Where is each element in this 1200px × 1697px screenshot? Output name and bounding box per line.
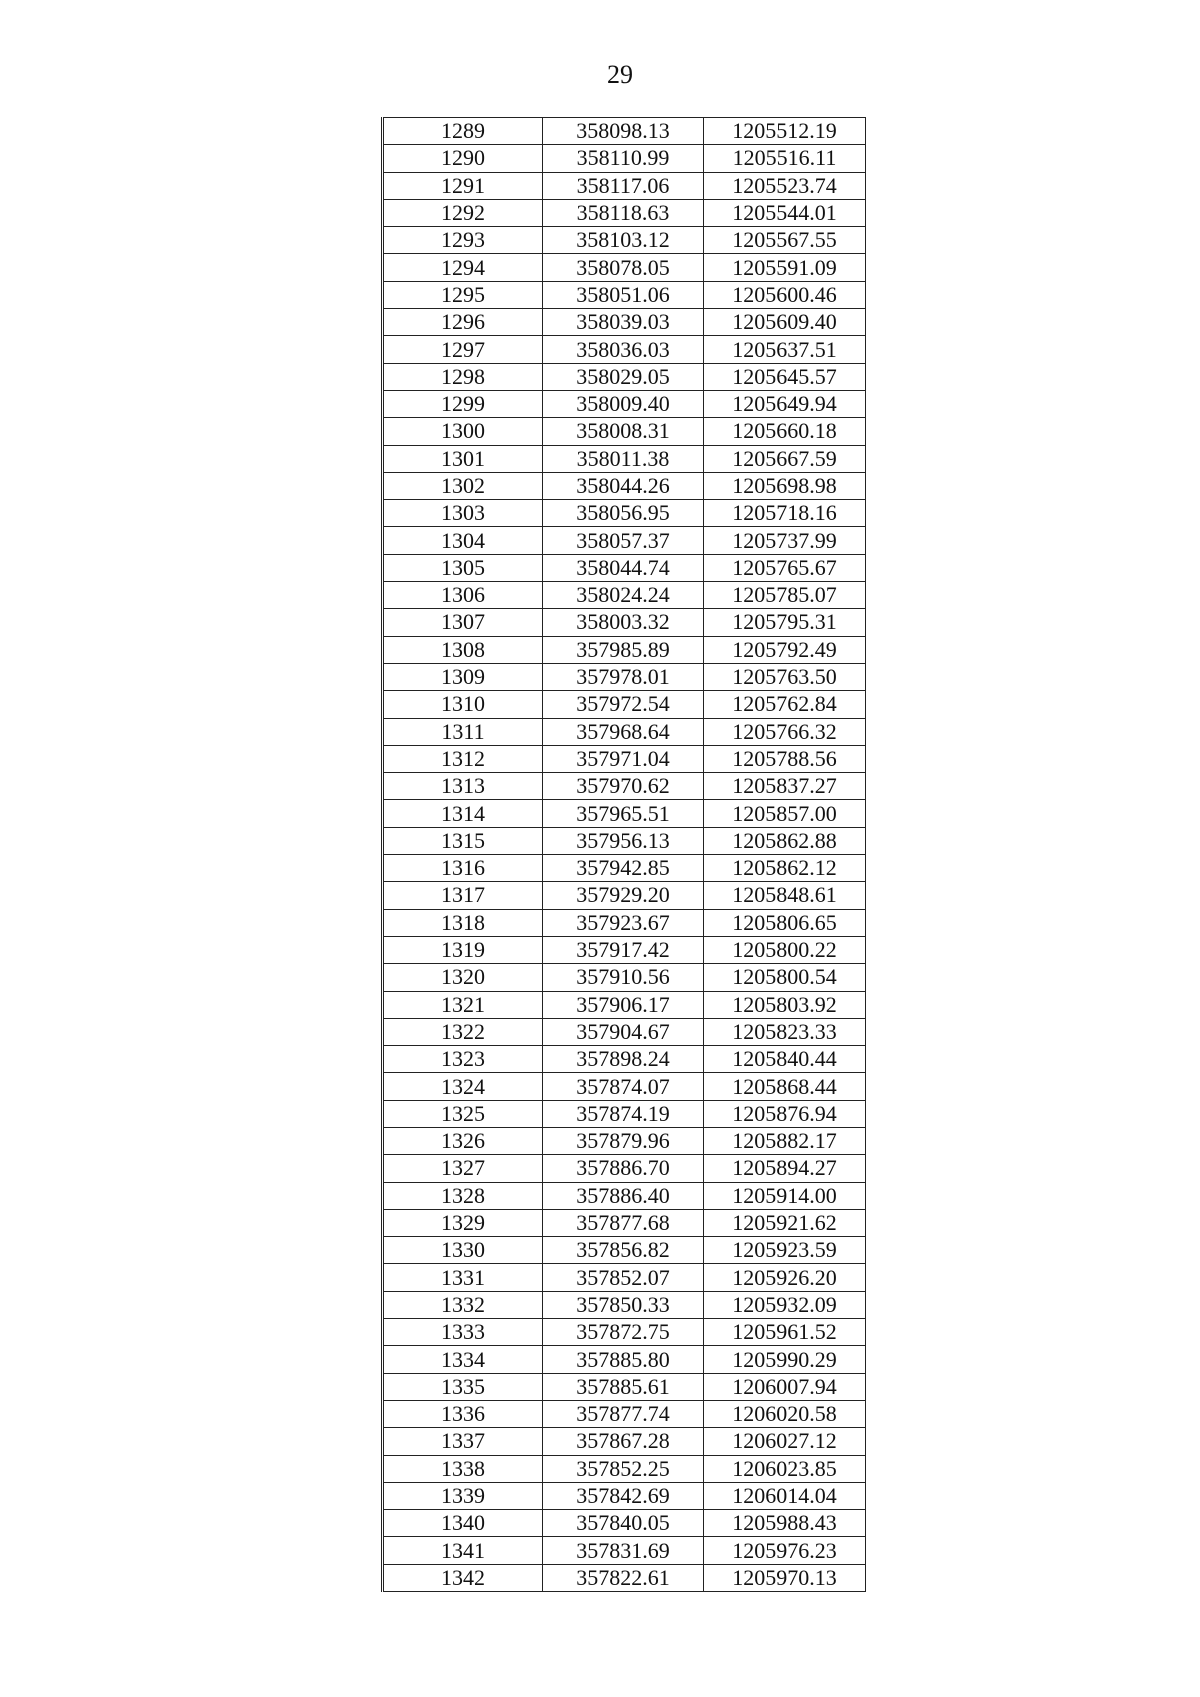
x-coordinate-cell: 357971.04 — [543, 745, 704, 772]
y-coordinate-cell: 1205591.09 — [704, 254, 866, 281]
table-row — [383, 1073, 866, 1100]
y-coordinate-cell: 1206014.04 — [704, 1482, 866, 1509]
table-row — [383, 1264, 866, 1291]
table-row — [383, 773, 866, 800]
y-coordinate-cell: 1205788.56 — [704, 745, 866, 772]
table-row — [383, 1455, 866, 1482]
table-row — [383, 964, 866, 991]
x-coordinate-cell: 357929.20 — [543, 882, 704, 909]
table-row — [383, 363, 866, 390]
x-coordinate-cell: 358036.03 — [543, 336, 704, 363]
x-coordinate-cell: 358056.95 — [543, 500, 704, 527]
y-coordinate-cell: 1205857.00 — [704, 800, 866, 827]
x-coordinate-cell: 357942.85 — [543, 855, 704, 882]
y-coordinate-cell: 1205600.46 — [704, 281, 866, 308]
y-coordinate-cell: 1205762.84 — [704, 691, 866, 718]
table-row — [383, 527, 866, 554]
table-row — [383, 1537, 866, 1564]
y-coordinate-cell: 1205763.50 — [704, 663, 866, 690]
x-coordinate-cell: 357910.56 — [543, 964, 704, 991]
point-number-cell: 1292 — [383, 199, 543, 226]
x-coordinate-cell: 357972.54 — [543, 691, 704, 718]
y-coordinate-cell: 1205567.55 — [704, 227, 866, 254]
y-coordinate-cell: 1205823.33 — [704, 1018, 866, 1045]
y-coordinate-cell: 1205785.07 — [704, 582, 866, 609]
table-row — [383, 1127, 866, 1154]
x-coordinate-cell: 357985.89 — [543, 636, 704, 663]
x-coordinate-cell: 358029.05 — [543, 363, 704, 390]
point-number-cell: 1301 — [383, 445, 543, 472]
x-coordinate-cell: 357879.96 — [543, 1127, 704, 1154]
y-coordinate-cell: 1206027.12 — [704, 1428, 866, 1455]
point-number-cell: 1321 — [383, 991, 543, 1018]
x-coordinate-cell: 358044.26 — [543, 472, 704, 499]
point-number-cell: 1293 — [383, 227, 543, 254]
point-number-cell: 1294 — [383, 254, 543, 281]
y-coordinate-cell: 1205923.59 — [704, 1237, 866, 1264]
y-coordinate-cell: 1205698.98 — [704, 472, 866, 499]
table-row — [383, 1209, 866, 1236]
x-coordinate-cell: 358044.74 — [543, 554, 704, 581]
x-coordinate-cell: 357917.42 — [543, 936, 704, 963]
x-coordinate-cell: 357842.69 — [543, 1482, 704, 1509]
x-coordinate-cell: 357923.67 — [543, 909, 704, 936]
x-coordinate-cell: 357852.07 — [543, 1264, 704, 1291]
y-coordinate-cell: 1205609.40 — [704, 309, 866, 336]
x-coordinate-cell: 357850.33 — [543, 1291, 704, 1318]
point-number-cell: 1313 — [383, 773, 543, 800]
y-coordinate-cell: 1205795.31 — [704, 609, 866, 636]
y-coordinate-cell: 1205792.49 — [704, 636, 866, 663]
table-row — [383, 1046, 866, 1073]
point-number-cell: 1309 — [383, 663, 543, 690]
point-number-cell: 1332 — [383, 1291, 543, 1318]
coordinates-table — [381, 117, 866, 1592]
table-row — [383, 1400, 866, 1427]
point-number-cell: 1311 — [383, 718, 543, 745]
y-coordinate-cell: 1205837.27 — [704, 773, 866, 800]
x-coordinate-cell: 357898.24 — [543, 1046, 704, 1073]
table-row — [383, 1346, 866, 1373]
x-coordinate-cell: 357968.64 — [543, 718, 704, 745]
y-coordinate-cell: 1205766.32 — [704, 718, 866, 745]
point-number-cell: 1329 — [383, 1209, 543, 1236]
page-number: 29 — [607, 60, 633, 89]
point-number-cell: 1312 — [383, 745, 543, 772]
y-coordinate-cell: 1205868.44 — [704, 1073, 866, 1100]
y-coordinate-cell: 1205660.18 — [704, 418, 866, 445]
point-number-cell: 1324 — [383, 1073, 543, 1100]
point-number-cell: 1339 — [383, 1482, 543, 1509]
point-number-cell: 1320 — [383, 964, 543, 991]
y-coordinate-cell: 1205840.44 — [704, 1046, 866, 1073]
y-coordinate-cell: 1205932.09 — [704, 1291, 866, 1318]
point-number-cell: 1295 — [383, 281, 543, 308]
table-row — [383, 909, 866, 936]
x-coordinate-cell: 357856.82 — [543, 1237, 704, 1264]
table-row — [383, 609, 866, 636]
point-number-cell: 1296 — [383, 309, 543, 336]
x-coordinate-cell: 357886.40 — [543, 1182, 704, 1209]
x-coordinate-cell: 357877.68 — [543, 1209, 704, 1236]
y-coordinate-cell: 1205523.74 — [704, 172, 866, 199]
table-row — [383, 718, 866, 745]
x-coordinate-cell: 358078.05 — [543, 254, 704, 281]
table-row — [383, 582, 866, 609]
x-coordinate-cell: 357822.61 — [543, 1564, 704, 1591]
point-number-cell: 1333 — [383, 1319, 543, 1346]
table-row — [383, 1428, 866, 1455]
point-number-cell: 1331 — [383, 1264, 543, 1291]
x-coordinate-cell: 357885.61 — [543, 1373, 704, 1400]
table-row — [383, 1291, 866, 1318]
point-number-cell: 1308 — [383, 636, 543, 663]
table-row — [383, 254, 866, 281]
x-coordinate-cell: 358051.06 — [543, 281, 704, 308]
y-coordinate-cell: 1205988.43 — [704, 1510, 866, 1537]
y-coordinate-cell: 1205649.94 — [704, 390, 866, 417]
x-coordinate-cell: 357852.25 — [543, 1455, 704, 1482]
y-coordinate-cell: 1205800.54 — [704, 964, 866, 991]
point-number-cell: 1341 — [383, 1537, 543, 1564]
x-coordinate-cell: 357885.80 — [543, 1346, 704, 1373]
x-coordinate-cell: 357867.28 — [543, 1428, 704, 1455]
x-coordinate-cell: 357904.67 — [543, 1018, 704, 1045]
point-number-cell: 1298 — [383, 363, 543, 390]
point-number-cell: 1300 — [383, 418, 543, 445]
table-row — [383, 936, 866, 963]
y-coordinate-cell: 1205512.19 — [704, 118, 866, 145]
table-row — [383, 445, 866, 472]
point-number-cell: 1310 — [383, 691, 543, 718]
table-row — [383, 227, 866, 254]
x-coordinate-cell: 357840.05 — [543, 1510, 704, 1537]
x-coordinate-cell: 358057.37 — [543, 527, 704, 554]
y-coordinate-cell: 1205803.92 — [704, 991, 866, 1018]
table-row — [383, 554, 866, 581]
table-row — [383, 418, 866, 445]
table-row — [383, 636, 866, 663]
y-coordinate-cell: 1205645.57 — [704, 363, 866, 390]
point-number-cell: 1336 — [383, 1400, 543, 1427]
point-number-cell: 1318 — [383, 909, 543, 936]
x-coordinate-cell: 357906.17 — [543, 991, 704, 1018]
x-coordinate-cell: 357874.19 — [543, 1100, 704, 1127]
y-coordinate-cell: 1205800.22 — [704, 936, 866, 963]
x-coordinate-cell: 358110.99 — [543, 145, 704, 172]
table-row — [383, 390, 866, 417]
table-row — [383, 827, 866, 854]
point-number-cell: 1335 — [383, 1373, 543, 1400]
y-coordinate-cell: 1205516.11 — [704, 145, 866, 172]
table-row — [383, 1319, 866, 1346]
x-coordinate-cell: 357965.51 — [543, 800, 704, 827]
point-number-cell: 1302 — [383, 472, 543, 499]
point-number-cell: 1290 — [383, 145, 543, 172]
table-row — [383, 145, 866, 172]
table-row — [383, 745, 866, 772]
point-number-cell: 1327 — [383, 1155, 543, 1182]
point-number-cell: 1316 — [383, 855, 543, 882]
y-coordinate-cell: 1205718.16 — [704, 500, 866, 527]
point-number-cell: 1314 — [383, 800, 543, 827]
point-number-cell: 1305 — [383, 554, 543, 581]
y-coordinate-cell: 1205544.01 — [704, 199, 866, 226]
table-row — [383, 336, 866, 363]
x-coordinate-cell: 357872.75 — [543, 1319, 704, 1346]
point-number-cell: 1315 — [383, 827, 543, 854]
y-coordinate-cell: 1205990.29 — [704, 1346, 866, 1373]
table-row — [383, 1373, 866, 1400]
point-number-cell: 1338 — [383, 1455, 543, 1482]
y-coordinate-cell: 1205921.62 — [704, 1209, 866, 1236]
x-coordinate-cell: 357874.07 — [543, 1073, 704, 1100]
table-row — [383, 1510, 866, 1537]
point-number-cell: 1303 — [383, 500, 543, 527]
x-coordinate-cell: 358011.38 — [543, 445, 704, 472]
point-number-cell: 1317 — [383, 882, 543, 909]
y-coordinate-cell: 1205926.20 — [704, 1264, 866, 1291]
y-coordinate-cell: 1205970.13 — [704, 1564, 866, 1591]
point-number-cell: 1326 — [383, 1127, 543, 1154]
table-row — [383, 472, 866, 499]
point-number-cell: 1328 — [383, 1182, 543, 1209]
point-number-cell: 1319 — [383, 936, 543, 963]
x-coordinate-cell: 358117.06 — [543, 172, 704, 199]
coordinates-table-body — [383, 118, 866, 1592]
y-coordinate-cell: 1205976.23 — [704, 1537, 866, 1564]
x-coordinate-cell: 357877.74 — [543, 1400, 704, 1427]
table-row — [383, 172, 866, 199]
point-number-cell: 1306 — [383, 582, 543, 609]
point-number-cell: 1307 — [383, 609, 543, 636]
y-coordinate-cell: 1205637.51 — [704, 336, 866, 363]
y-coordinate-cell: 1205806.65 — [704, 909, 866, 936]
y-coordinate-cell: 1205882.17 — [704, 1127, 866, 1154]
table-row — [383, 500, 866, 527]
x-coordinate-cell: 357978.01 — [543, 663, 704, 690]
y-coordinate-cell: 1205667.59 — [704, 445, 866, 472]
table-row — [383, 1237, 866, 1264]
table-row — [383, 1018, 866, 1045]
point-number-cell: 1325 — [383, 1100, 543, 1127]
y-coordinate-cell: 1205894.27 — [704, 1155, 866, 1182]
table-row — [383, 882, 866, 909]
x-coordinate-cell: 358039.03 — [543, 309, 704, 336]
point-number-cell: 1291 — [383, 172, 543, 199]
point-number-cell: 1340 — [383, 1510, 543, 1537]
table-row — [383, 800, 866, 827]
y-coordinate-cell: 1205876.94 — [704, 1100, 866, 1127]
point-number-cell: 1297 — [383, 336, 543, 363]
x-coordinate-cell: 357831.69 — [543, 1537, 704, 1564]
point-number-cell: 1330 — [383, 1237, 543, 1264]
y-coordinate-cell: 1206007.94 — [704, 1373, 866, 1400]
x-coordinate-cell: 358024.24 — [543, 582, 704, 609]
point-number-cell: 1299 — [383, 390, 543, 417]
point-number-cell: 1334 — [383, 1346, 543, 1373]
table-row — [383, 991, 866, 1018]
x-coordinate-cell: 357886.70 — [543, 1155, 704, 1182]
x-coordinate-cell: 358103.12 — [543, 227, 704, 254]
y-coordinate-cell: 1205765.67 — [704, 554, 866, 581]
x-coordinate-cell: 357970.62 — [543, 773, 704, 800]
x-coordinate-cell: 357956.13 — [543, 827, 704, 854]
y-coordinate-cell: 1205961.52 — [704, 1319, 866, 1346]
table-row — [383, 855, 866, 882]
table-row — [383, 309, 866, 336]
y-coordinate-cell: 1205737.99 — [704, 527, 866, 554]
table-row — [383, 1482, 866, 1509]
y-coordinate-cell: 1205862.88 — [704, 827, 866, 854]
y-coordinate-cell: 1205914.00 — [704, 1182, 866, 1209]
table-row — [383, 663, 866, 690]
point-number-cell: 1304 — [383, 527, 543, 554]
point-number-cell: 1289 — [383, 118, 543, 145]
y-coordinate-cell: 1206020.58 — [704, 1400, 866, 1427]
point-number-cell: 1323 — [383, 1046, 543, 1073]
x-coordinate-cell: 358098.13 — [543, 118, 704, 145]
table-row — [383, 199, 866, 226]
table-row — [383, 691, 866, 718]
table-row — [383, 1100, 866, 1127]
table-row — [383, 1182, 866, 1209]
table-row — [383, 1155, 866, 1182]
x-coordinate-cell: 358118.63 — [543, 199, 704, 226]
y-coordinate-cell: 1205862.12 — [704, 855, 866, 882]
point-number-cell: 1342 — [383, 1564, 543, 1591]
coordinates-table-container — [381, 117, 864, 1592]
table-row — [383, 1564, 866, 1591]
x-coordinate-cell: 358009.40 — [543, 390, 704, 417]
table-row — [383, 118, 866, 145]
point-number-cell: 1322 — [383, 1018, 543, 1045]
x-coordinate-cell: 358008.31 — [543, 418, 704, 445]
y-coordinate-cell: 1205848.61 — [704, 882, 866, 909]
table-row — [383, 281, 866, 308]
point-number-cell: 1337 — [383, 1428, 543, 1455]
x-coordinate-cell: 358003.32 — [543, 609, 704, 636]
y-coordinate-cell: 1206023.85 — [704, 1455, 866, 1482]
